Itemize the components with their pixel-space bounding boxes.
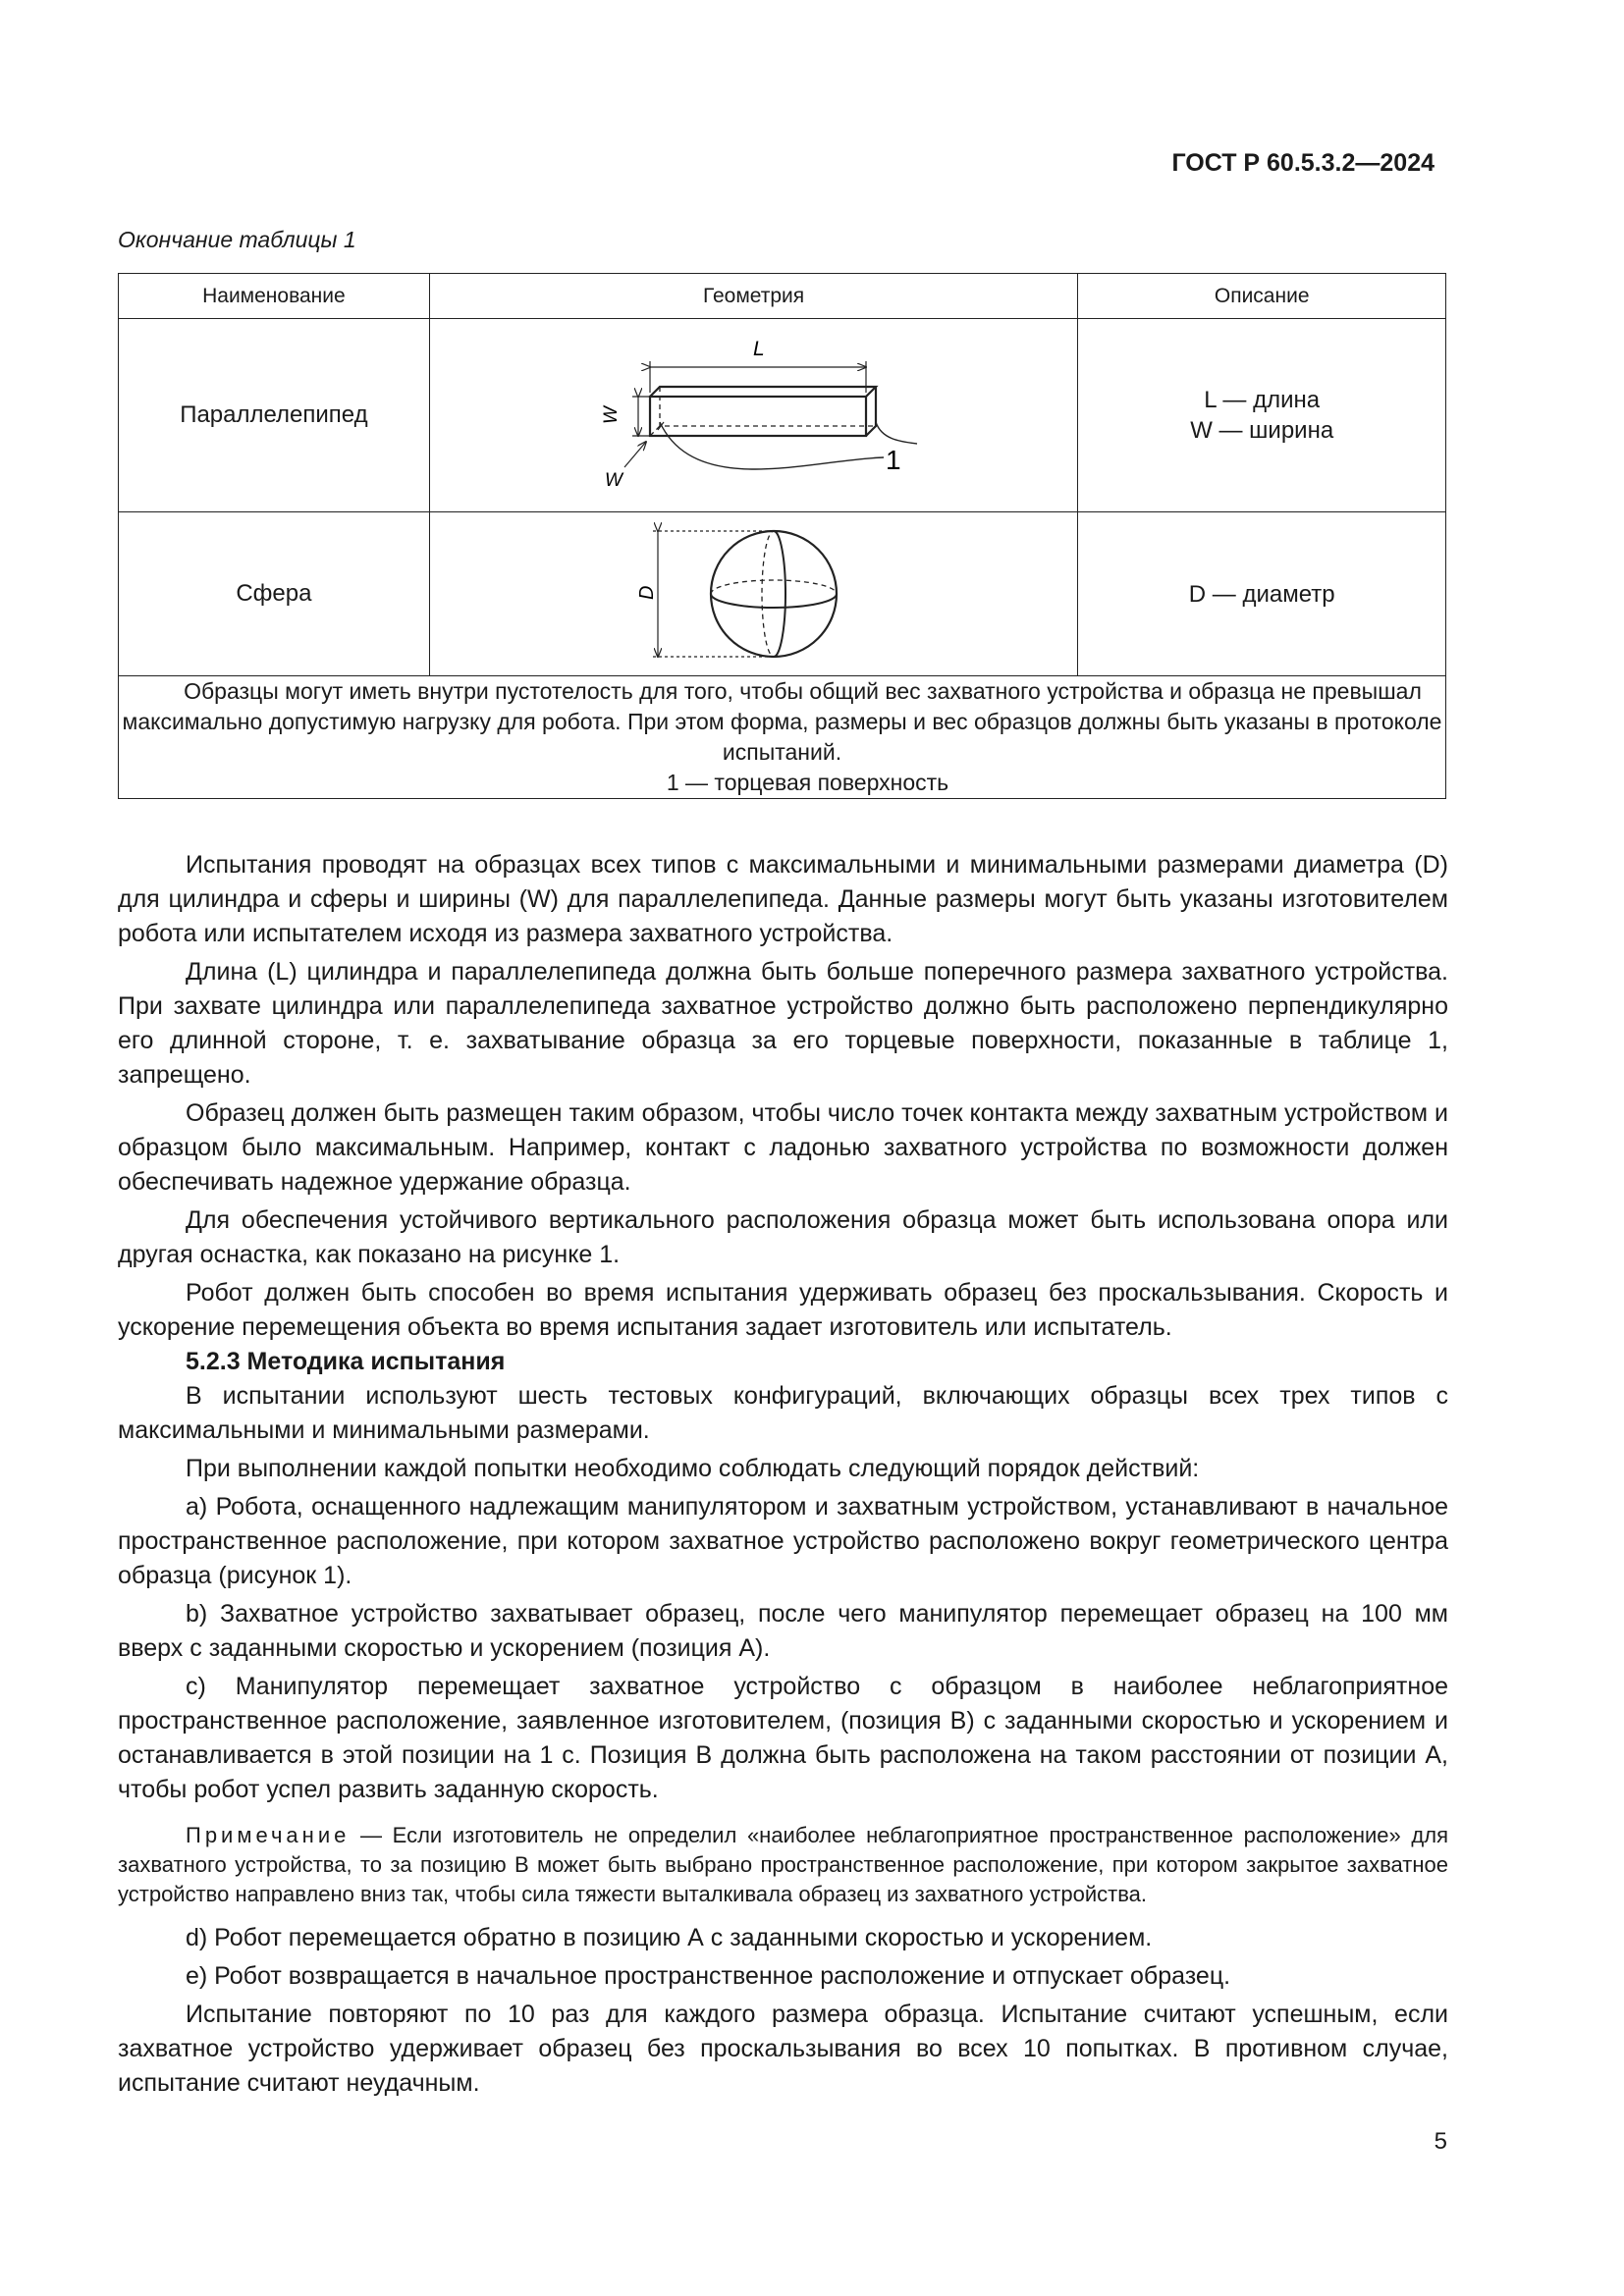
description-length: L — длина bbox=[1204, 387, 1321, 413]
note-text: — Если изготовитель не определил «наиболее неблагоприятное пространственное расположение» для захватного устройства, то за позицию В может быть выбрано пространственное расположение, при котором закрытое захватное устройство направлено вниз так, чтобы сила тяжести выталкивала образец из захватного устройства. bbox=[118, 1823, 1448, 1906]
table-note-text: Образцы могут иметь внутри пустотелость для того, чтобы общий вес захватного устройства и образца не превышал максимально допустимую нагрузку для робота. При этом форма, размеры и вес образцов должны быть указаны в протоколе испытаний. bbox=[122, 678, 1442, 765]
cell-description bbox=[1078, 319, 1446, 512]
paragraph: Образец должен быть размещен таким образом, чтобы число точек контакта между захватным устройством и образцом было максимальным. Например, контакт с ладонью захватного устройства по возможности должен обеспечивать надежное удержание образца. bbox=[118, 1099, 1448, 1196]
paragraph: В испытании используют шесть тестовых конфигураций, включающих образцы всех трех типов с максимальными и минимальными размерами. bbox=[118, 1382, 1448, 1444]
table-caption: Окончание таблицы 1 bbox=[118, 227, 356, 252]
table-legend: 1 — торцевая поверхность bbox=[666, 770, 949, 795]
list-item: d) Робот перемещается обратно в позицию А с заданными скоростью и ускорением. bbox=[186, 1924, 1153, 1951]
page-number: 5 bbox=[1434, 2128, 1447, 2155]
note-label: Примечание bbox=[186, 1823, 351, 1847]
list-item: e) Робот возвращается в начальное пространственное расположение и отпускает образец. bbox=[186, 1962, 1231, 1990]
paragraph: При выполнении каждой попытки необходимо соблюдать следующий порядок действий: bbox=[186, 1455, 1200, 1482]
paragraph: Испытания проводят на образцах всех типов с максимальными и минимальными размерами диаметра (D) для цилиндра и сферы и ширины (W) для параллелепипеда. Данные размеры могут быть указаны изготовителем робота или испытателем исходя из размера захватного устройства. bbox=[118, 851, 1448, 947]
standard-code: ГОСТ Р 60.5.3.2—2024 bbox=[1171, 149, 1435, 177]
table-note-row bbox=[119, 676, 1446, 799]
table-row-sphere bbox=[119, 512, 1446, 676]
cell-name: Сфера bbox=[119, 512, 430, 676]
callout-number: 1 bbox=[885, 445, 901, 475]
diameter-label: D bbox=[635, 585, 658, 600]
specimen-table bbox=[118, 273, 1446, 799]
body-text bbox=[118, 848, 1448, 2101]
paragraph: Для обеспечения устойчивого вертикального расположения образца может быть использована опора или другая оснастка, как показано на рисунке 1. bbox=[118, 1206, 1448, 1268]
paragraph: Испытание повторяют по 10 раз для каждого размера образца. Испытание считают успешным, если захватное устройство удерживает образец без проскальзывания во всех 10 попытках. В противном случае, испытание считают неудачным. bbox=[118, 2001, 1448, 2097]
column-header-geometry: Геометрия bbox=[429, 274, 1078, 319]
list-item: b) Захватное устройство захватывает образец, после чего манипулятор перемещает образец на 100 мм вверх с заданными скоростью и ускорением (позиция А). bbox=[118, 1600, 1448, 1662]
paragraph: Робот должен быть способен во время испытания удерживать образец без проскальзывания. Скорость и ускорение перемещения объекта во время испытания задает изготовитель или испытатель. bbox=[118, 1279, 1448, 1341]
cell-description bbox=[1078, 512, 1446, 676]
end-face-leader bbox=[660, 422, 884, 469]
table-note bbox=[119, 676, 1446, 799]
list-item: c) Манипулятор перемещает захватное устройство с образцом в наиболее неблагоприятное пространственное расположение, заявленное изготовителем, (позиция В) с заданными скоростью и ускорением и останавливается в этой позиции на 1 с. Позиция В должна быть расположена на таком расстоянии от позиции А, чтобы робот успел развить заданную скорость. bbox=[118, 1673, 1448, 1803]
hidden-edges bbox=[650, 387, 876, 436]
column-header-name: Наименование bbox=[119, 274, 430, 319]
box-outline bbox=[650, 387, 876, 436]
cell-geometry bbox=[429, 319, 1078, 512]
section-heading: 5.2.3 Методика испытания bbox=[186, 1348, 506, 1375]
length-label: L bbox=[752, 338, 765, 360]
equator-front bbox=[711, 594, 837, 608]
width-label-left: W bbox=[600, 406, 622, 424]
table-row-parallelepiped bbox=[119, 319, 1446, 512]
description-width: W — ширина bbox=[1190, 417, 1334, 444]
description-diameter: D — диаметр bbox=[1188, 580, 1335, 608]
callout-leader bbox=[876, 422, 917, 444]
meridian-front bbox=[774, 531, 785, 657]
sphere-outline bbox=[711, 531, 837, 657]
width-label-bottom: W bbox=[604, 470, 623, 491]
note bbox=[118, 1821, 1448, 1909]
table-header-row bbox=[119, 274, 1446, 319]
sphere-figure bbox=[636, 520, 872, 667]
list-item: a) Робота, оснащенного надлежащим манипулятором и захватным устройством, устанавливают в начальное пространственное расположение, при котором захватное устройство расположено вокруг геометрического центра образца (рисунок 1). bbox=[118, 1493, 1448, 1589]
paragraph: Длина (L) цилиндра и параллелепипеда должна быть больше поперечного размера захватного устройства. При захвате цилиндра или параллелепипеда захватное устройство должно быть расположено перпендикулярно его длинной стороне, т. е. захватывание образца за его торцевые поверхности, показанные в таблице 1, запрещено. bbox=[118, 958, 1448, 1089]
length-dimension bbox=[650, 361, 866, 393]
cell-geometry bbox=[429, 512, 1078, 676]
parallelepiped-figure bbox=[568, 332, 941, 499]
column-header-description: Описание bbox=[1078, 274, 1446, 319]
cell-name: Параллелепипед bbox=[119, 319, 430, 512]
width-dimension-left bbox=[632, 397, 650, 436]
